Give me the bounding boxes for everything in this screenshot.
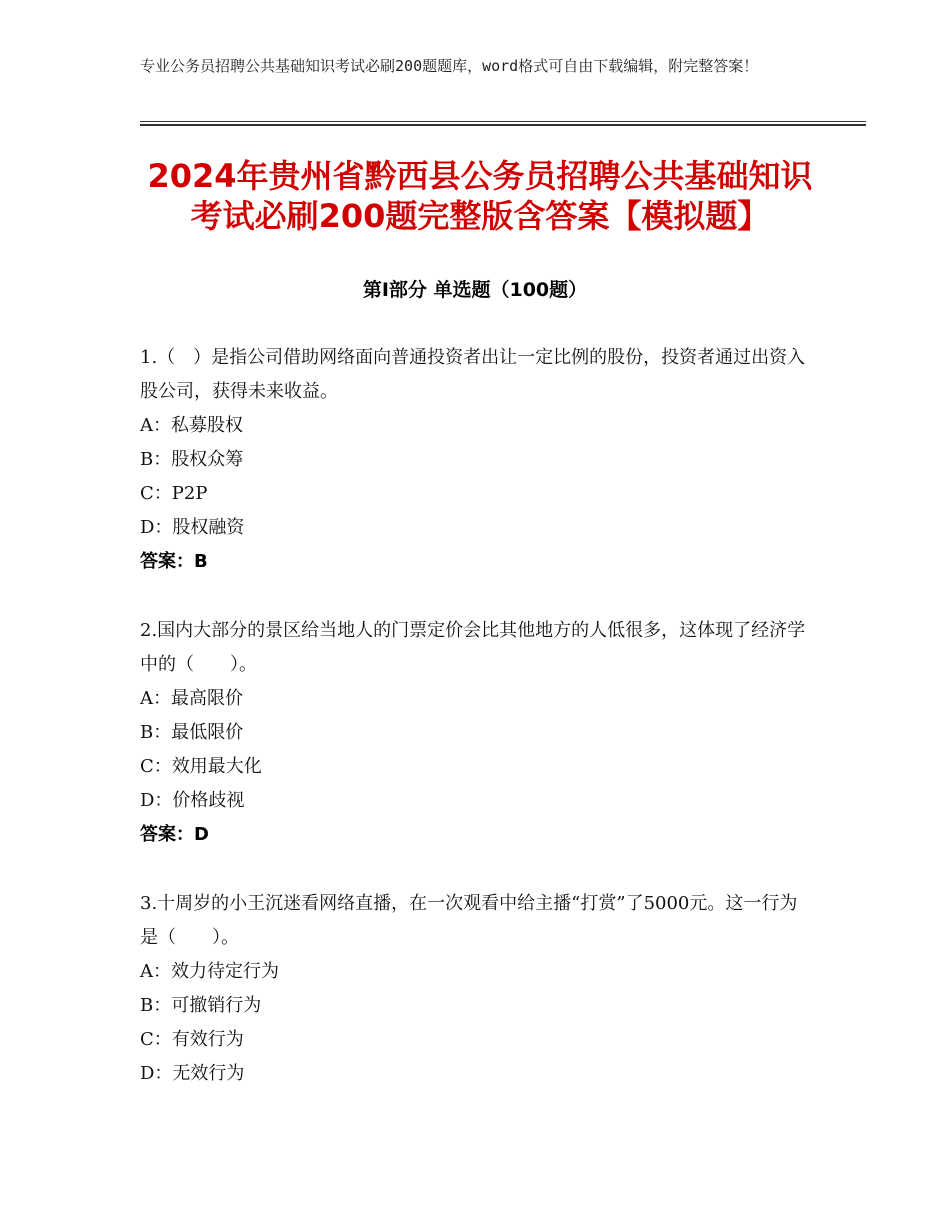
option-b: B：股权众筹: [140, 449, 244, 470]
option-a: A：最高限价: [140, 688, 243, 709]
option-c: C：效用最大化: [140, 756, 262, 777]
option-b: B：可撤销行为: [140, 995, 262, 1016]
header-note: 专业公务员招聘公共基础知识考试必刷200题题库，word格式可自由下载编辑，附完整答案！: [140, 57, 759, 75]
question-1: [140, 341, 810, 579]
answer-label: 答案：B: [140, 551, 208, 572]
option-d: D：价格歧视: [140, 790, 245, 811]
question-stem: 2.国内大部分的景区给当地人的门票定价会比其他地方的人低很多，这体现了经济学中的（ ）。: [140, 620, 806, 675]
document-title: 2024年贵州省黔西县公务员招聘公共基础知识考试必刷200题完整版含答案【模拟题】: [147, 157, 813, 235]
option-a: A：效力待定行为: [140, 961, 279, 982]
option-c: C：P2P: [140, 483, 208, 504]
question-stem: 3.十周岁的小王沉迷看网络直播，在一次观看中给主播“打赏”了5000元。这一行为是（ ）。: [140, 893, 798, 948]
question-stem: 1.（ ）是指公司借助网络面向普通投资者出让一定比例的股份，投资者通过出资入股公司，获得未来收益。: [140, 347, 806, 402]
question-3: [140, 887, 810, 1091]
answer-label: 答案：D: [140, 824, 209, 845]
header-divider-thick: [140, 124, 866, 126]
option-d: D：无效行为: [140, 1063, 245, 1084]
question-2: [140, 614, 810, 852]
section-title: 第Ⅰ部分 单选题（100题）: [362, 279, 588, 301]
option-b: B：最低限价: [140, 722, 244, 743]
header-divider-thin: [140, 121, 866, 122]
option-c: C：有效行为: [140, 1029, 244, 1050]
option-a: A：私募股权: [140, 415, 243, 436]
option-d: D：股权融资: [140, 517, 245, 538]
